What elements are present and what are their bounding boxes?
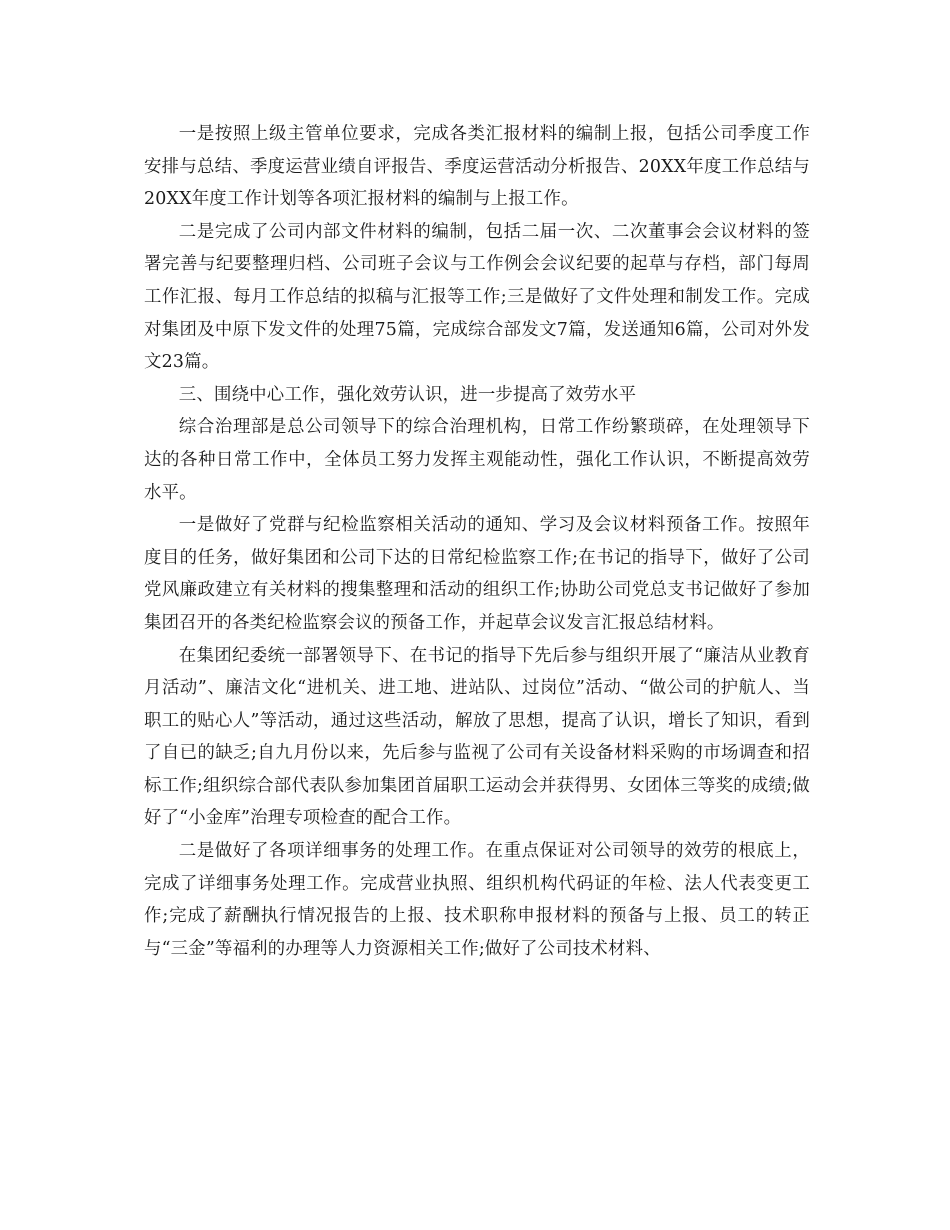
paragraph-5: 在集团纪委统一部署领导下、在书记的指导下先后参与组织开展了“廉洁从业教育月活动”、廉洁文化“进机关、进工地、进站队、过岗位”活动、“做公司的护航人、当职工的贴心人”等活动，通过这些活动，解放了思想，提高了认识，增长了知识，看到了自已的缺乏;自九月份以来，先后参与监视了公司有关设备材料采购的市场调查和招标工作;组织综合部代表队参加集团首届职工运动会并获得男、女团体三等奖的成绩;做好了“小金库”治理专项检查的配合工作。 [144, 645, 810, 829]
document-body [144, 118, 810, 965]
paragraph-3: 综合治理部是总公司领导下的综合治理机构，日常工作纷繁琐碎，在处理领导下达的各种日常工作中，全体员工努力发挥主观能动性，强化工作认识，不断提高效劳水平。 [144, 417, 810, 503]
paragraph-6: 二是做好了各项详细事务的处理工作。在重点保证对公司领导的效劳的根底上，完成了详细事务处理工作。完成营业执照、组织机构代码证的年检、法人代表变更工作;完成了薪酬执行情况报告的上报、技术职称申报材料的预备与上报、员工的转正与“三金”等福利的办理等人力资源相关工作;做好了公司技术材料、 [144, 841, 810, 959]
paragraph-1: 一是按照上级主管单位要求，完成各类汇报材料的编制上报，包括公司季度工作安排与总结、季度运营业绩自评报告、季度运营活动分析报告、20XX年度工作总结与20XX年度工作计划等各项汇报材料的编制与上报工作。 [144, 124, 810, 210]
paragraph-4: 一是做好了党群与纪检监察相关活动的通知、学习及会议材料预备工作。按照年度目的任务，做好集团和公司下达的日常纪检监察工作;在书记的指导下，做好了公司党风廉政建立有关材料的搜集整理和活动的组织工作;协助公司党总支书记做好了参加集团召开的各类纪检监察会议的预备工作，并起草会议发言汇报总结材料。 [144, 515, 810, 633]
paragraph-2: 二是完成了公司内部文件材料的编制，包括二届一次、二次董事会会议材料的签署完善与纪要整理归档、公司班子会议与工作例会会议纪要的起草与存档，部门每周工作汇报、每月工作总结的拟稿与汇报等工作;三是做好了文件处理和制发工作。完成对集团及中原下发文件的处理75篇，完成综合部发文7篇，发送通知6篇，公司对外发文23篇。 [144, 221, 810, 373]
section-heading: 三、围绕中心工作，强化效劳认识，进一步提高了效劳水平 [178, 384, 637, 405]
